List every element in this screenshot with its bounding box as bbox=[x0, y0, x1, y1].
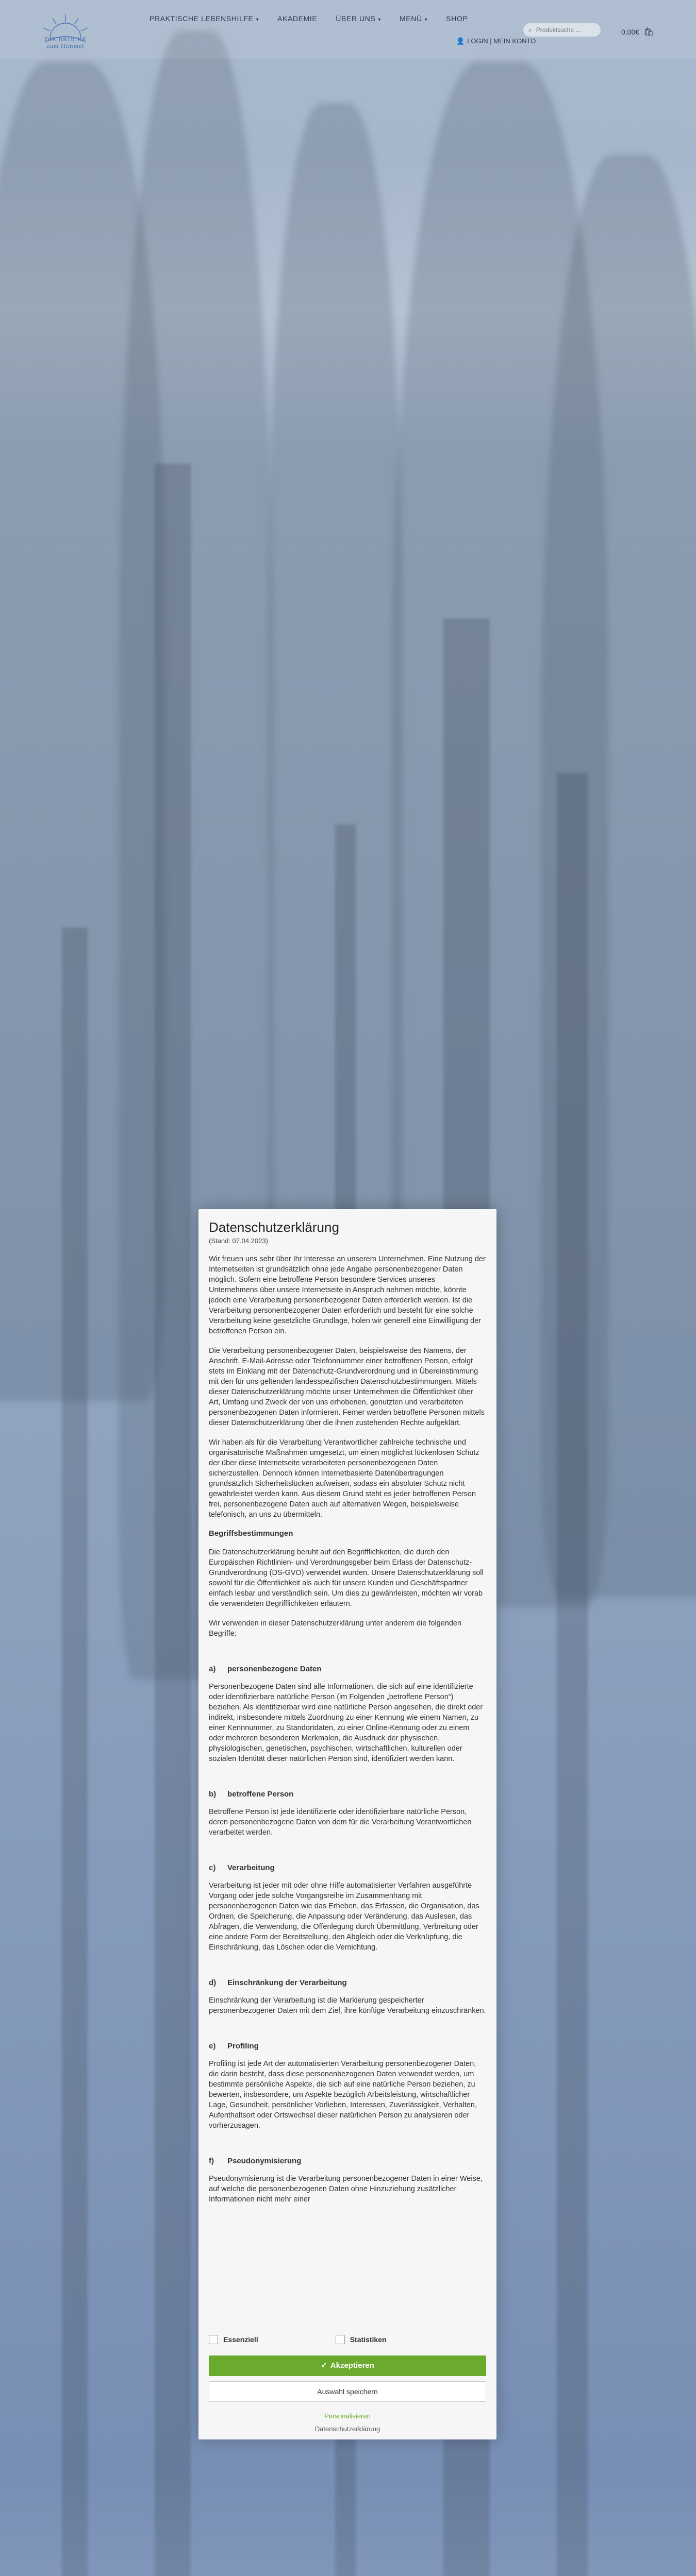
consent-title: Datenschutzerklärung bbox=[209, 1219, 339, 1235]
accept-button[interactable] bbox=[209, 2355, 486, 2376]
definitions-heading: Begriffsbestimmungen bbox=[209, 1529, 293, 1538]
definition-item bbox=[209, 1863, 486, 1953]
personalize-link[interactable]: Personalisieren bbox=[324, 2412, 371, 2420]
user-icon: 👤 bbox=[456, 37, 465, 45]
definition-item bbox=[209, 2157, 486, 2205]
save-selection-button[interactable] bbox=[209, 2381, 486, 2402]
consent-paragraph: Die Verarbeitung personenbezogener Daten, beispielsweise des Namens, der Anschrift, E-Mail-Adresse oder Telefonnummer einer betroffenen Person, erfolgt stets im Einklang mit der Datenschutz-Grundverordnung und in Übereinstimmung mit den für uns geltenden landesspezifischen Datenschutzbestimmungen. Mittels dieser Datenschutzerklärung möchte unser Unternehmen die Öffentlichkeit über Art, Umfang und Zweck der von uns erhobenen, genutzten und verarbeiteten personenbezogenen Daten informieren. Ferner werden betroffene Personen mittels dieser Datenschutzerklärung über die ihnen zustehenden Rechte aufgeklärt. bbox=[209, 1347, 485, 1427]
consent-paragraph: Wir freuen uns sehr über Ihr Interesse an unserem Unternehmen. Eine Nutzung der Internetseiten ist grundsätzlich ohne jede Angabe personenbezogener Daten möglich. Sofern eine betroffene Person besondere Services unseres Unternehmens über unsere Internetseite in Anspruch nehmen möchte, könnte jedoch eine Verarbeitung personenbezogener Daten erforderlich werden. Ist die Verarbeitung personenbezogener Daten erforderlich und besteht für eine solche Verarbeitung keine gesetzliche Grundlage, holen wir generell eine Einwilligung der betroffenen Person ein. bbox=[209, 1255, 486, 1335]
nav-praktische-lebenshilfe[interactable] bbox=[150, 14, 259, 23]
checkmark-icon: ✓ bbox=[321, 2361, 327, 2370]
definition-item bbox=[209, 1978, 486, 2016]
nav-label: ÜBER UNS bbox=[336, 14, 376, 23]
chevron-down-icon: ▾ bbox=[424, 17, 428, 23]
checkbox-statistics[interactable] bbox=[336, 2335, 387, 2344]
checkbox-statistics-box[interactable] bbox=[336, 2335, 345, 2344]
save-selection-label: Auswahl speichern bbox=[317, 2387, 378, 2396]
definition-term: Einschränkung der Verarbeitung bbox=[227, 1978, 347, 1987]
definition-text: Betroffene Person ist jede identifizierte oder identifizierbare natürliche Person, deren personenbezogene Daten von dem für die Verarbeitung Verantwortlichen verarbeitet werden. bbox=[209, 1808, 472, 1837]
consent-date: (Stand: 07.04.2023) bbox=[209, 1237, 268, 1245]
nav-menue[interactable] bbox=[400, 14, 427, 23]
main-nav bbox=[150, 14, 468, 23]
consent-scroll-area[interactable] bbox=[209, 1219, 486, 2281]
definition-term: Pseudonymisierung bbox=[227, 2157, 302, 2165]
product-search[interactable] bbox=[523, 23, 601, 37]
site-header bbox=[0, 0, 696, 59]
login-label: LOGIN | MEIN KONTO bbox=[467, 37, 536, 45]
consent-checkboxes bbox=[209, 2335, 486, 2344]
consent-paragraph: Wir haben als für die Verarbeitung Verantwortlicher zahlreiche technische und organisatorische Maßnahmen umgesetzt, um einen möglichst lückenlosen Schutz der über diese Internetseite verarbeiteten personenbezogenen Daten sicherzustellen. Dennoch können Internetbasierte Datenübertragungen grundsätzlich Sicherheitslücken aufweisen, sodass ein absoluter Schutz nicht gewährleistet werden kann. Aus diesem Grund steht es jeder betroffenen Person frei, personenbezogene Daten auch auf alternativen Wegen, beispielsweise telefonisch, an uns zu übermitteln. bbox=[209, 1438, 479, 1519]
definition-text: Verarbeitung ist jeder mit oder ohne Hilfe automatisierter Verfahren ausgeführte Vorgang oder jede solche Vorgangsreihe im Zusammenhang mit personenbezogenen Daten wie das Erheben, das Erfassen, die Organisation, das Ordnen, die Speicherung, die Anpassung oder Veränderung, das Auslesen, das Abfragen, die Verwendung, die Offenlegung durch Übermittlung, Verbreitung oder eine andere Form der Bereitstellung, den Abgleich oder die Verknüpfung, die Einschränkung, das Löschen oder die Vernichtung. bbox=[209, 1882, 479, 1952]
definition-item bbox=[209, 2042, 486, 2131]
search-input[interactable] bbox=[535, 26, 594, 34]
checkbox-statistics-label: Statistiken bbox=[350, 2335, 387, 2344]
definition-letter: d) bbox=[209, 1978, 217, 1987]
definition-letter: f) bbox=[209, 2157, 214, 2165]
privacy-policy-link[interactable]: Datenschutzerklärung bbox=[314, 2425, 380, 2433]
definition-letter: a) bbox=[209, 1665, 216, 1673]
definition-term: Profiling bbox=[227, 2042, 259, 2050]
shopping-bag-icon[interactable]: 🛍 bbox=[643, 28, 654, 37]
cart-amount: 0,00€ bbox=[621, 28, 640, 36]
chevron-down-icon: ▾ bbox=[378, 17, 382, 23]
definition-text: Einschränkung der Verarbeitung ist die Markierung gespeicherter personenbezogener Daten mit dem Ziel, ihre künftige Verarbeitung einzuschränken. bbox=[209, 1996, 486, 2015]
logo-line2: zum Himmel bbox=[46, 42, 85, 49]
nav-label: MENÜ bbox=[400, 14, 422, 23]
nav-akademie[interactable] bbox=[277, 14, 317, 23]
definition-text: Profiling ist jede Art der automatisierten Verarbeitung personenbezogener Daten, die darin besteht, dass diese personenbezogenen Daten verwendet werden, um bestimmte persönliche Aspekte, die sich auf eine natürliche Person beziehen, zu bewerten, insbesondere, um Aspekte bezüglich Arbeitsleistung, wirtschaftlicher Lage, Gesundheit, persönlicher Vorlieben, Interessen, Zuverlässigkeit, Verhalten, Aufenthaltsort oder Ortswechsel dieser natürlichen Person zu analysieren oder vorherzusagen. bbox=[209, 2060, 477, 2130]
accept-label: Akzeptieren bbox=[330, 2361, 374, 2370]
nav-label: AKADEMIE bbox=[277, 14, 318, 23]
definition-term: personenbezogene Daten bbox=[227, 1665, 322, 1673]
logo-text bbox=[37, 36, 94, 49]
nav-label: SHOP bbox=[446, 14, 468, 23]
nav-shop[interactable] bbox=[446, 14, 468, 23]
login-link[interactable] bbox=[456, 37, 536, 45]
definition-letter: b) bbox=[209, 1790, 217, 1799]
checkbox-essential[interactable] bbox=[209, 2335, 258, 2344]
definition-term: betroffene Person bbox=[227, 1790, 294, 1799]
definitions-intro: Wir verwenden in dieser Datenschutzerklärung unter anderem die folgenden Begriffe: bbox=[209, 1619, 462, 1638]
checkbox-essential-label: Essenziell bbox=[223, 2335, 258, 2344]
definition-letter: e) bbox=[209, 2042, 216, 2050]
consent-modal bbox=[198, 1209, 496, 2439]
definition-text: Personenbezogene Daten sind alle Informationen, die sich auf eine identifizierte oder identifizierbare natürliche Person (im Folgenden „betroffene Person“) beziehen. Als identifizierbar wird eine natürliche Person angesehen, die direkt oder indirekt, insbesondere mittels Zuordnung zu einer Kennung wie einem Namen, zu einer Kennnummer, zu Standortdaten, zu einer Online-Kennung oder zu einem oder mehreren besonderen Merkmalen, die Ausdruck der physischen, physiologischen, genetischen, psychischen, wirtschaftlichen, kulturellen oder sozialen Identität dieser natürlichen Person sind, identifiziert werden kann. bbox=[209, 1683, 483, 1763]
definition-item bbox=[209, 1790, 486, 1838]
definitions-intro: Die Datenschutzerklärung beruht auf den Begrifflichkeiten, die durch den Europäischen Richtlinien- und Verordnungsgeber beim Erlass der Datenschutz-Grundverordnung (DS-GVO) verwendet wurden. Unsere Datenschutzerklärung soll sowohl für die Öffentlichkeit als auch für unsere Kunden und Geschäftspartner einfach lesbar und verständlich sein. Um dies zu gewährleisten, möchten wir vorab die verwendeten Begrifflichkeiten erläutern. bbox=[209, 1548, 484, 1608]
definition-term: Verarbeitung bbox=[227, 1863, 275, 1872]
cart[interactable] bbox=[621, 27, 654, 37]
checkbox-essential-box[interactable] bbox=[209, 2335, 218, 2344]
search-icon: ⌕ bbox=[528, 26, 532, 33]
definition-text: Pseudonymisierung ist die Verarbeitung personenbezogener Daten in einer Weise, auf welche die personenbezogenen Daten ohne Hinzuziehung zusätzlicher Informationen nicht mehr einer bbox=[209, 2175, 483, 2204]
nav-ueber-uns[interactable] bbox=[336, 14, 381, 23]
chevron-down-icon: ▾ bbox=[256, 17, 259, 23]
definition-item bbox=[209, 1665, 486, 1764]
nav-label: PRAKTISCHE LEBENSHILFE bbox=[150, 14, 254, 23]
definition-letter: c) bbox=[209, 1863, 216, 1872]
logo-line1: DIE BRÜCKE bbox=[44, 36, 87, 43]
